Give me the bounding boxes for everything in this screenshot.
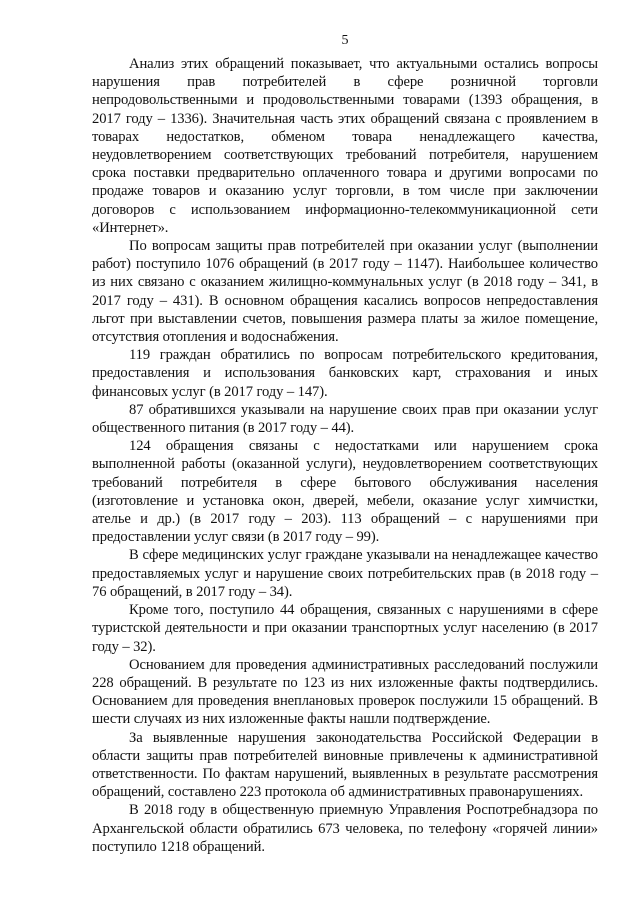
paragraph-services-complaints: По вопросам защиты прав потребителей при оказании услуг (выполнении работ) поступило 1076 обращений (в 2017 году – 1147). Наибольшее количество из них связано с оказанием жилищно-коммунальных услуг (в 2018 году – 341, в 2017 году – 431). В основном обращения касались вопросов непредоставления льгот при выставлении счетов, повышения размера платы за жилое помещение, отсутствия отопления и водоснабжения. [92, 238, 598, 346]
paragraph-investigations: Основанием для проведения административных расследований послужили 228 обращений. В результате по 123 из них изложенные факты подтвердились. Основанием для проведения внеплановых проверок послужили 15 обращений. В шести случаях из них изложенные факты нашли подтверждение. [92, 656, 598, 728]
paragraph-administrative-liability: За выявленные нарушения законодательства Российской Федерации в области защиты прав потребителей виновные привлечены к административной ответственности. По фактам нарушений, выявленных в результате рассмотрения обращений, составлено 223 протокола об административных правонарушениях. [92, 729, 598, 801]
paragraph-public-reception: В 2018 году в общественную приемную Управления Роспотребнадзора по Архангельской области обратились 673 человека, по телефону «горячей линии» поступило 1218 обращений. [92, 802, 598, 855]
paragraph-retail-complaints: Анализ этих обращений показывает, что актуальными остались вопросы нарушения прав потребителей в сфере розничной торговли непродовольственными и продовольственными товарами (1393 обращения, в 2017 году – 1336). Значительная часть этих обращений связана с проявлением в товарах недостатков, обменом товара ненадлежащего качества, неудовлетворением соответствующих требований потребителя, нарушением срока поставки предварительно оплаченного товара и другими вопросами по продаже товаров и оказанию услуг торговли, в том числе при заключении договоров с использованием информационно-телекоммуникационной сети «Интернет». [92, 56, 598, 236]
paragraph-financial-services: 119 граждан обратились по вопросам потребительского кредитования, предоставления и использования банковских карт, страхования и иных финансовых услуг (в 2017 году – 147). [92, 347, 598, 400]
page-number: 5 [341, 33, 349, 48]
paragraph-medical-services: В сфере медицинских услуг граждане указывали на ненадлежащее качество предоставляемых услуг и нарушение своих потребительских прав (в 2018 году – 76 обращений, в 2017 году – 34). [92, 547, 598, 600]
paragraph-catering-services: 87 обратившихся указывали на нарушение своих прав при оказании услуг общественного питания (в 2017 году – 44). [92, 401, 598, 437]
paragraph-household-services: 124 обращения связаны с недостатками или нарушением срока выполненной работы (оказанной услуги), неудовлетворением соответствующих требований потребителя в сфере бытового обслуживания населения (изготовление и установка окон, дверей, мебели, оказание услуг химчистки, ателье и др.) (в 2017 году – 203). 113 обращений – с нарушениями при предоставлении услуг связи (в 2017 году – 99). [92, 438, 598, 546]
paragraph-tourism-transport: Кроме того, поступило 44 обращения, связанных с нарушениями в сфере туристской деятельности и при оказании транспортных услуг населению (в 2017 году – 32). [92, 602, 598, 655]
